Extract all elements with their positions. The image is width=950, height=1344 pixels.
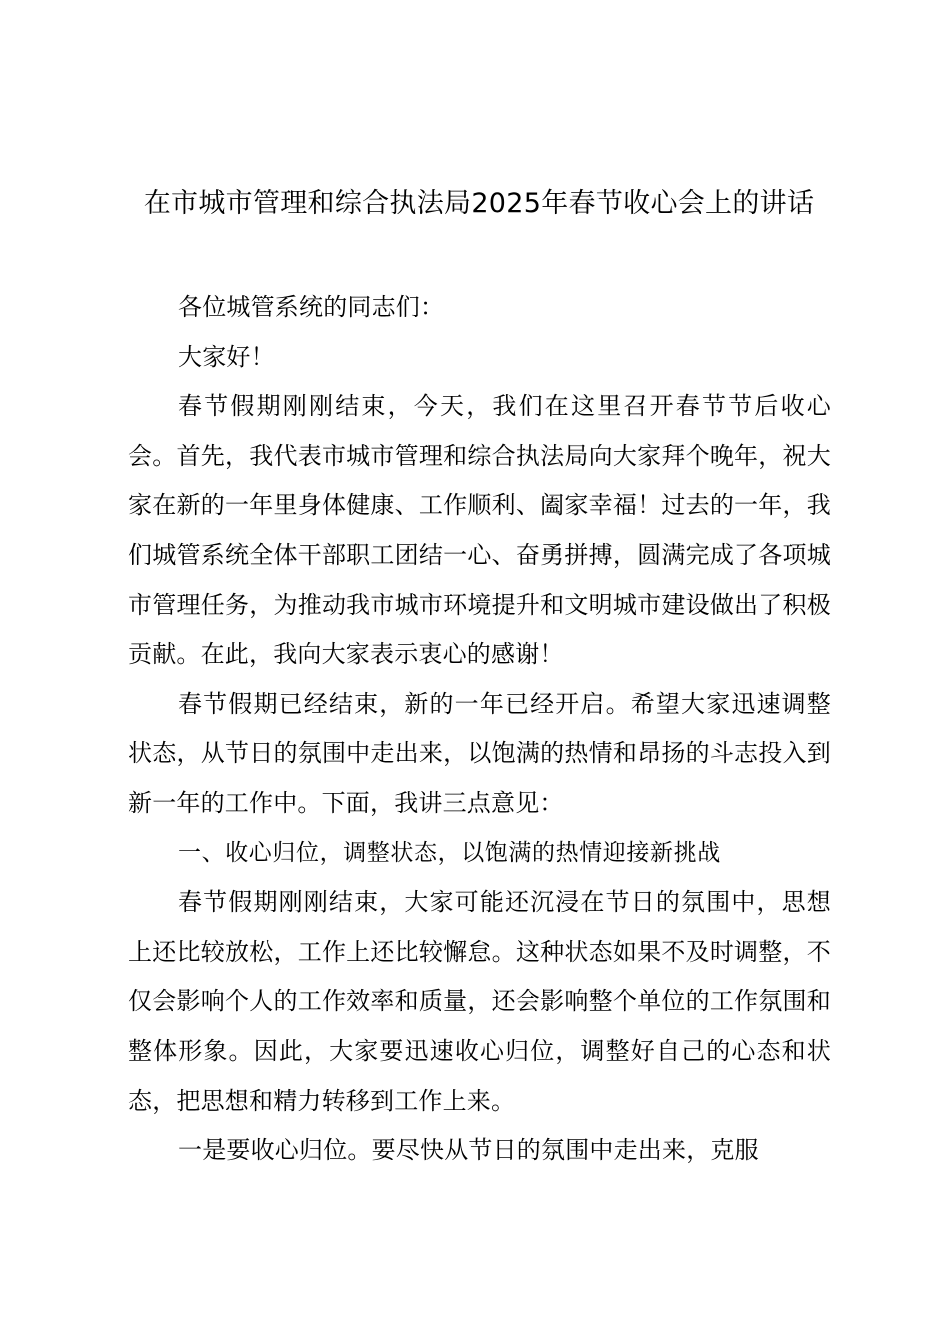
- document-title: 在市城市管理和综合执法局2025年春节收心会上的讲话: [143, 188, 815, 219]
- body-paragraph: 春节假期刚刚结束，大家可能还沉浸在节日的氛围中，思想上还比较放松，工作上还比较懈怠。这种状态如果不及时调整，不仅会影响个人的工作效率和质量，还会影响整个单位的工作氛围和整体形象。因此，大家要迅速收心归位，调整好自己的心态和状态，把思想和精力转移到工作上来。: [128, 888, 831, 1115]
- section-heading: 一、收心归位，调整状态，以饱满的热情迎接新挑战: [178, 839, 721, 866]
- body-paragraph: 春节假期刚刚结束，今天，我们在这里召开春节节后收心会。首先，我代表市城市管理和综合执法局向大家拜个晚年，祝大家在新的一年里身体健康、工作顺利、阖家幸福！过去的一年，我们城管系统全体干部职工团结一心、奋勇拼搏，圆满完成了各项城市管理任务，为推动我市城市环境提升和文明城市建设做出了积极贡献。在此，我向大家表示衷心的感谢！: [128, 392, 831, 669]
- body-paragraph: 一是要收心归位。要尽快从节日的氛围中走出来，克服: [178, 1136, 759, 1165]
- salutation-paragraph: 各位城管系统的同志们：: [178, 293, 445, 321]
- greeting-paragraph: 大家好！: [178, 342, 275, 371]
- body-paragraph: 春节假期已经结束，新的一年已经开启。希望大家迅速调整状态，从节日的氛围中走出来，以饱满的热情和昂扬的斗志投入到新一年的工作中。下面，我讲三点意见：: [128, 689, 831, 817]
- document-body: [128, 283, 831, 1176]
